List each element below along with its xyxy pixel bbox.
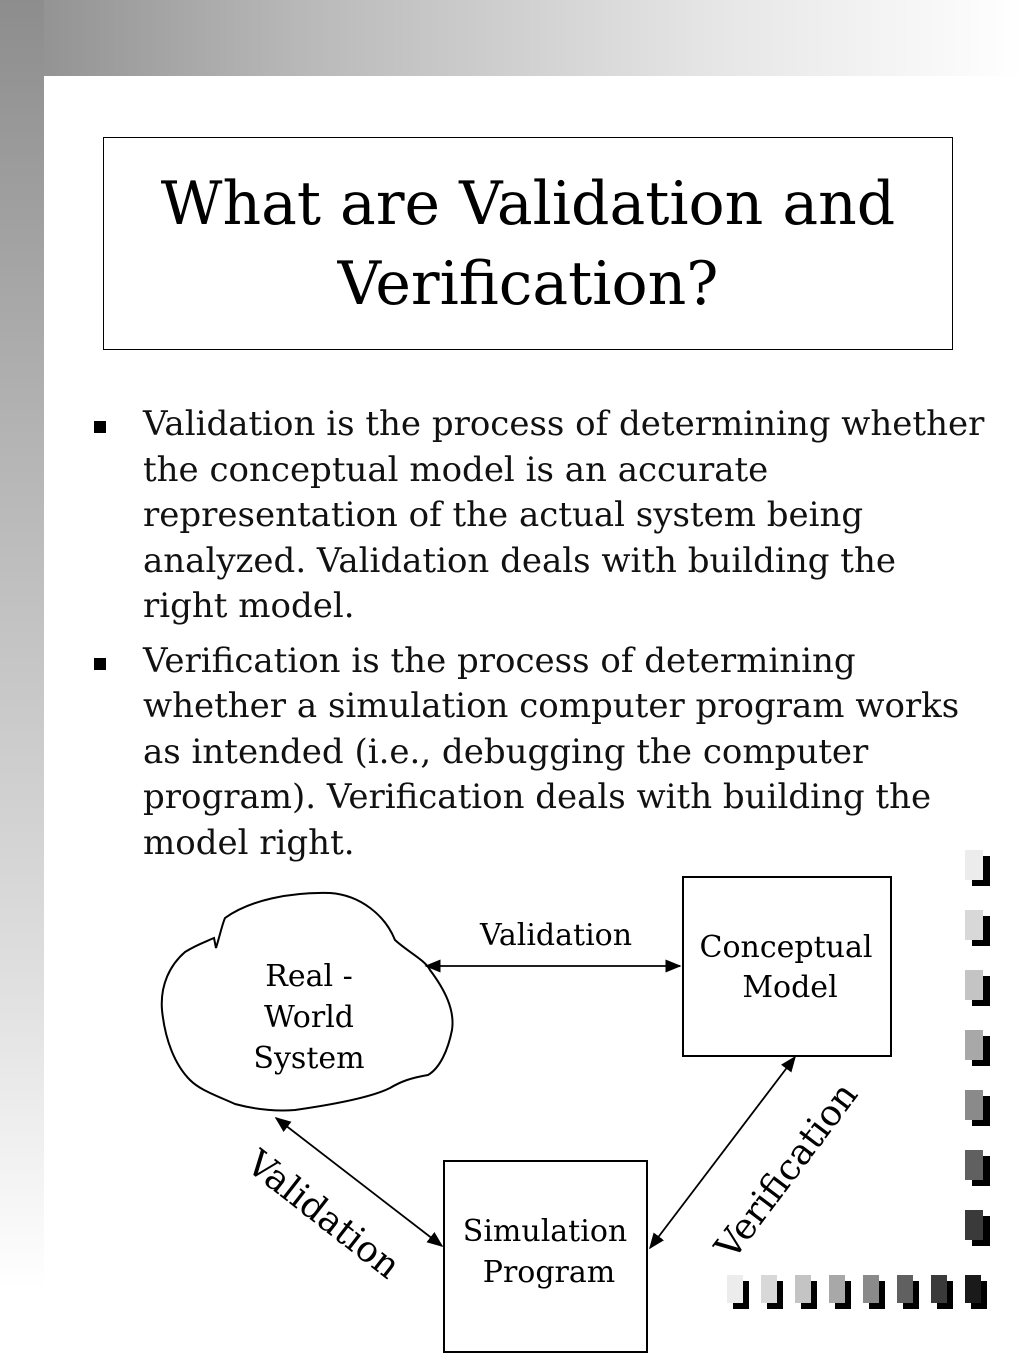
deco-square [965, 1275, 987, 1309]
edge-label-verification-right: Verification [707, 1075, 867, 1267]
deco-square [829, 1275, 851, 1309]
bullet-list [90, 402, 990, 875]
simulation-program-label-line2: Program [482, 1255, 616, 1290]
deco-square [795, 1275, 817, 1309]
conceptual-model-label-line1: Conceptual [699, 930, 873, 965]
bullet-validation [90, 402, 990, 630]
deco-square [965, 1210, 990, 1246]
real-world-label-line3: System [253, 1041, 365, 1076]
slide-title: What are Validation and Verification? [160, 168, 896, 319]
deco-square [761, 1275, 783, 1309]
conceptual-model-label-line2: Model [742, 970, 838, 1005]
deco-square [863, 1275, 885, 1309]
deco-square [931, 1275, 953, 1309]
deco-square [965, 910, 990, 946]
decorative-square-row [727, 1275, 987, 1309]
deco-square [965, 1030, 990, 1066]
conceptual-model-box [683, 877, 891, 1056]
deco-square [965, 1150, 990, 1186]
real-world-label-line2: World [264, 1000, 354, 1035]
left-gradient-band [0, 0, 44, 1290]
simulation-program-label-line1: Simulation [462, 1214, 628, 1249]
square-bullet-icon [94, 421, 106, 433]
top-gradient-band [0, 0, 1024, 76]
title-box [103, 137, 953, 350]
square-bullet-icon [94, 658, 106, 670]
deco-square [965, 970, 990, 1006]
decorative-square-column [965, 850, 990, 1246]
deco-square [897, 1275, 919, 1309]
deco-square [965, 1090, 990, 1126]
edge-label-validation-left: Validation [238, 1142, 408, 1288]
deco-square [727, 1275, 749, 1309]
bullet-verification [90, 639, 990, 867]
real-world-label-line1: Real - [265, 959, 353, 994]
bullet-verification-text: Verification is the process of determining whether a simulation computer program works as intended (i.e., debugging the computer program). Verification deals with building the model right. [143, 640, 960, 863]
edge-label-validation-top: Validation [479, 918, 633, 953]
bullet-validation-text: Validation is the process of determining whether the conceptual model is an accurate representation of the actual system being analyzed. Validation deals with building the right model. [143, 404, 985, 626]
